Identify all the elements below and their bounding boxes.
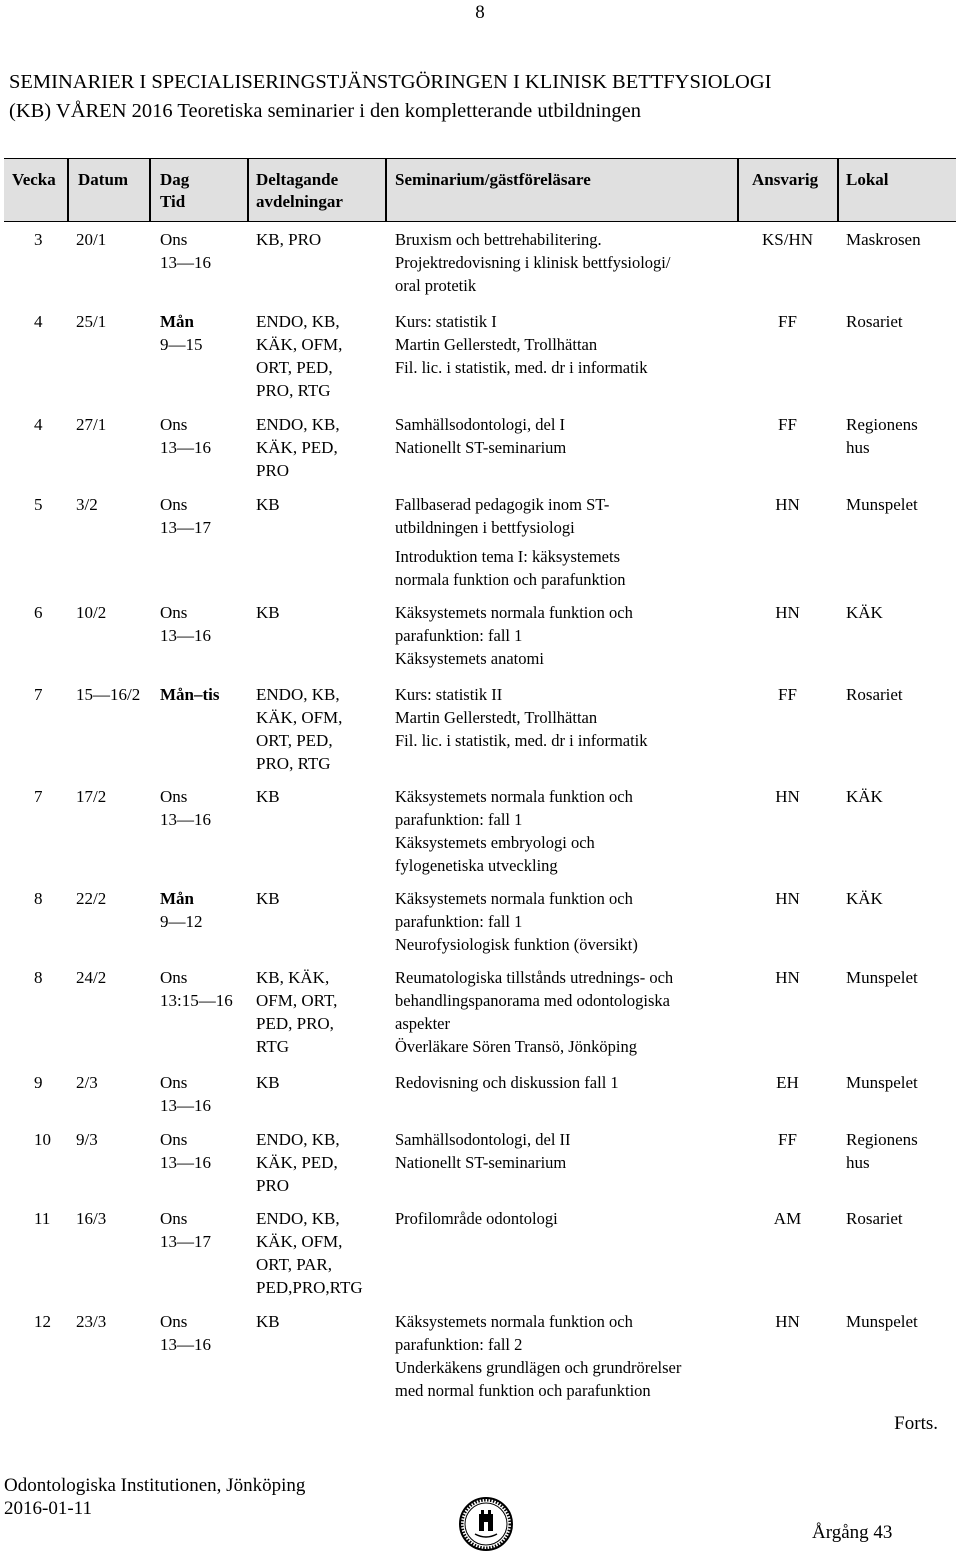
cell-dag-tid xyxy=(160,887,203,933)
deltagande-line: KB, KÄK, xyxy=(256,968,330,987)
cell-dag-tid xyxy=(160,785,211,831)
cell-datum: 15—16/2 xyxy=(76,685,141,704)
cell-vecka: 7 xyxy=(34,787,43,806)
cell-tid: 13:15—16 xyxy=(160,991,233,1010)
header-divider xyxy=(67,159,69,221)
cell-datum: 22/2 xyxy=(76,889,107,908)
cell-datum: 3/2 xyxy=(76,495,98,514)
cell-ansvarig: FF xyxy=(778,415,797,434)
cell-datum: 2/3 xyxy=(76,1073,98,1092)
cell-datum: 27/1 xyxy=(76,415,107,434)
seminarium-line: Samhällsodontologi, del II xyxy=(395,1130,571,1149)
cell-seminarium xyxy=(395,310,648,379)
cell-dag: Ons xyxy=(160,787,188,806)
cell-vecka: 7 xyxy=(34,685,43,704)
cell-datum: 9/3 xyxy=(76,1130,98,1149)
seminarium-line: Underkäkens grundlägen och grundrörelser xyxy=(395,1358,682,1377)
lokal-line: Munspelet xyxy=(846,495,918,514)
cell-tid: 13—17 xyxy=(160,518,211,537)
year-label: Årgång 43 xyxy=(812,1522,893,1543)
seminarium-line: Samhällsodontologi, del I xyxy=(395,415,566,434)
seminarium-line: Käksystemets normala funktion och xyxy=(395,1312,633,1331)
cell-lokal xyxy=(846,1207,903,1230)
deltagande-line: PED,PRO,RTG xyxy=(256,1278,363,1297)
deltagande-line: PRO, RTG xyxy=(256,381,331,400)
header-divider xyxy=(247,159,249,221)
footer xyxy=(4,1474,305,1520)
cell-lokal xyxy=(846,413,918,459)
deltagande-line: ORT, PED, xyxy=(256,731,333,750)
cell-seminarium xyxy=(395,413,566,459)
header-dag: Dag xyxy=(160,170,190,189)
lokal-line: Regionens xyxy=(846,415,918,434)
cell-ansvarig: HN xyxy=(775,787,800,806)
cell-dag: Ons xyxy=(160,1130,188,1149)
seminarium-line: Introduktion tema I: käksystemets xyxy=(395,547,620,566)
cell-seminarium xyxy=(395,601,633,670)
cell-seminarium xyxy=(395,1310,681,1402)
title-line-2: (KB) VÅREN 2016 Teoretiska seminarier i den kompletterande utbildningen xyxy=(9,100,642,122)
cell-seminarium xyxy=(395,228,670,297)
header-divider xyxy=(737,159,739,221)
cell-vecka: 10 xyxy=(34,1130,51,1149)
deltagande-line: ENDO, KB, xyxy=(256,415,340,434)
seminarium-line: Reumatologiska tillstånds utrednings- och xyxy=(395,968,674,987)
cell-vecka: 3 xyxy=(34,230,43,249)
cell-ansvarig: HN xyxy=(775,495,800,514)
cell-dag: Ons xyxy=(160,1312,188,1331)
seminarium-line: parafunktion: fall 1 xyxy=(395,626,523,645)
cell-lokal xyxy=(846,228,921,251)
cell-dag-tid xyxy=(160,683,220,706)
cell-tid: 13—16 xyxy=(160,1335,211,1354)
seminarium-line: fylogenetiska utveckling xyxy=(395,856,558,875)
cell-deltagande xyxy=(256,683,342,775)
table-header xyxy=(4,158,956,222)
seminarium-line: Käksystemets anatomi xyxy=(395,649,544,668)
deltagande-line: KB xyxy=(256,495,280,514)
seminarium-line: Kurs: statistik I xyxy=(395,312,497,331)
cell-deltagande xyxy=(256,1310,280,1333)
cell-dag-tid xyxy=(160,1207,211,1253)
cell-vecka: 4 xyxy=(34,415,43,434)
seminarium-line: Neurofysiologisk funktion (översikt) xyxy=(395,935,638,954)
cell-tid: 9—15 xyxy=(160,335,203,354)
deltagande-line: KB xyxy=(256,603,280,622)
cell-lokal xyxy=(846,310,903,333)
deltagande-line: ENDO, KB, xyxy=(256,1209,340,1228)
cell-deltagande xyxy=(256,493,280,516)
deltagande-line: ORT, PAR, xyxy=(256,1255,332,1274)
header-deltagande-line2: avdelningar xyxy=(256,192,343,211)
seminarium-line: med normal funktion och parafunktion xyxy=(395,1381,651,1400)
cell-lokal xyxy=(846,683,903,706)
seminarium-line: Redovisning och diskussion fall 1 xyxy=(395,1073,619,1092)
cell-tid: 13—16 xyxy=(160,810,211,829)
cell-ansvarig: AM xyxy=(773,1209,802,1228)
cell-datum: 16/3 xyxy=(76,1209,107,1228)
footer-institution: Odontologiska Institutionen, Jönköping xyxy=(4,1475,306,1496)
deltagande-line: KB xyxy=(256,787,280,806)
header-deltagande xyxy=(256,169,343,213)
seminarium-line: Projektredovisning i klinisk bettfysiologi/ xyxy=(395,253,671,272)
cell-dag-tid xyxy=(160,413,211,459)
cell-dag-tid xyxy=(160,1071,211,1117)
cell-tid: 9—12 xyxy=(160,912,203,931)
header-deltagande-line1: Deltagande xyxy=(256,170,339,189)
cell-lokal xyxy=(846,887,883,910)
cell-dag: Ons xyxy=(160,1209,188,1228)
seminarium-line: utbildningen i bettfysiologi xyxy=(395,518,575,537)
cell-dag-tid xyxy=(160,228,211,274)
deltagande-line: PED, PRO, xyxy=(256,1014,334,1033)
lokal-line: Munspelet xyxy=(846,1073,918,1092)
cell-seminarium xyxy=(395,493,625,591)
footer-date: 2016-01-11 xyxy=(4,1498,92,1519)
cell-tid: 13—16 xyxy=(160,438,211,457)
deltagande-line: KB, PRO xyxy=(256,230,322,249)
cell-dag: Ons xyxy=(160,415,188,434)
seminarium-line: Fil. lic. i statistik, med. dr i informatik xyxy=(395,358,648,377)
university-seal-icon xyxy=(458,1496,514,1552)
deltagande-line: KÄK, OFM, xyxy=(256,335,343,354)
cell-datum: 10/2 xyxy=(76,603,107,622)
lokal-line: hus xyxy=(846,438,870,457)
deltagande-line: ENDO, KB, xyxy=(256,312,340,331)
cell-dag: Ons xyxy=(160,968,188,987)
cell-datum: 17/2 xyxy=(76,787,107,806)
document-title xyxy=(9,68,949,126)
seminarium-line: Kurs: statistik II xyxy=(395,685,503,704)
lokal-line: Munspelet xyxy=(846,1312,918,1331)
lokal-line: KÄK xyxy=(846,787,883,806)
deltagande-line: KÄK, PED, xyxy=(256,438,338,457)
cell-seminarium xyxy=(395,785,633,877)
cell-ansvarig: HN xyxy=(775,603,800,622)
continued-label: Forts. xyxy=(894,1413,938,1434)
cell-deltagande xyxy=(256,966,337,1058)
deltagande-line: KÄK, OFM, xyxy=(256,1232,343,1251)
seminarium-line: Käksystemets normala funktion och xyxy=(395,603,633,622)
cell-dag-tid xyxy=(160,601,211,647)
lokal-line: KÄK xyxy=(846,889,883,908)
cell-dag: Ons xyxy=(160,603,188,622)
deltagande-line: PRO xyxy=(256,1176,290,1195)
lokal-line: Regionens xyxy=(846,1130,918,1149)
title-line-1: SEMINARIER I SPECIALISERINGSTJÄNSTGÖRINGEN I KLINISK BETTFYSIOLOGI xyxy=(9,71,772,93)
cell-seminarium xyxy=(395,1071,619,1094)
cell-datum: 24/2 xyxy=(76,968,107,987)
cell-tid: 13—17 xyxy=(160,1232,211,1251)
cell-seminarium xyxy=(395,1128,571,1174)
cell-tid: 13—16 xyxy=(160,253,211,272)
cell-deltagande xyxy=(256,1207,363,1299)
seminarium-line: Käksystemets embryologi och xyxy=(395,833,595,852)
cell-vecka: 12 xyxy=(34,1312,51,1331)
seminarium-line: Bruxism och bettrehabilitering. xyxy=(395,230,602,249)
seminarium-line: Överläkare Sören Transö, Jönköping xyxy=(395,1037,637,1056)
lokal-line: Rosariet xyxy=(846,312,903,331)
seminarium-line: Nationellt ST-seminarium xyxy=(395,1153,567,1172)
cell-deltagande xyxy=(256,413,340,482)
cell-lokal xyxy=(846,785,883,808)
seminarium-line: oral protetik xyxy=(395,276,477,295)
seminarium-line: Käksystemets normala funktion och xyxy=(395,787,633,806)
cell-dag-tid xyxy=(160,493,211,539)
cell-datum: 25/1 xyxy=(76,312,107,331)
seminarium-line: Käksystemets normala funktion och xyxy=(395,889,633,908)
cell-dag: Mån xyxy=(160,312,194,331)
cell-ansvarig: HN xyxy=(775,1312,800,1331)
cell-deltagande xyxy=(256,785,280,808)
cell-tid: 13—16 xyxy=(160,1153,211,1172)
cell-dag-tid xyxy=(160,966,233,1012)
cell-seminarium xyxy=(395,966,673,1058)
cell-dag-tid xyxy=(160,1128,211,1174)
cell-vecka: 5 xyxy=(34,495,43,514)
cell-lokal xyxy=(846,1128,918,1174)
cell-datum: 20/1 xyxy=(76,230,107,249)
deltagande-line: ENDO, KB, xyxy=(256,685,340,704)
cell-deltagande xyxy=(256,601,280,624)
deltagande-line: KB xyxy=(256,1312,280,1331)
header-seminarium: Seminarium/gästföreläsare xyxy=(395,170,591,189)
header-divider xyxy=(837,159,839,221)
lokal-line: KÄK xyxy=(846,603,883,622)
deltagande-line: KÄK, PED, xyxy=(256,1153,338,1172)
cell-deltagande xyxy=(256,1128,340,1197)
lokal-line: Munspelet xyxy=(846,968,918,987)
cell-vecka: 11 xyxy=(34,1209,51,1228)
seminarium-line: Martin Gellerstedt, Trollhättan xyxy=(395,708,598,727)
seminarium-line: Fil. lic. i statistik, med. dr i informatik xyxy=(395,731,648,750)
cell-tid: 13—16 xyxy=(160,1096,211,1115)
header-lokal: Lokal xyxy=(846,170,889,189)
cell-lokal xyxy=(846,966,918,989)
seminarium-line: Profilområde odontologi xyxy=(395,1209,558,1228)
cell-dag: Ons xyxy=(160,230,188,249)
deltagande-line: RTG xyxy=(256,1037,289,1056)
cell-ansvarig: FF xyxy=(778,312,797,331)
cell-seminarium xyxy=(395,887,638,956)
cell-lokal xyxy=(846,493,918,516)
lokal-line: Maskrosen xyxy=(846,230,921,249)
deltagande-line: PRO xyxy=(256,461,290,480)
deltagande-line: PRO, RTG xyxy=(256,754,331,773)
cell-ansvarig: FF xyxy=(778,1130,797,1149)
lokal-line: Rosariet xyxy=(846,1209,903,1228)
cell-vecka: 6 xyxy=(34,603,43,622)
cell-dag-tid xyxy=(160,1310,211,1356)
cell-vecka: 4 xyxy=(34,312,43,331)
header-divider xyxy=(385,159,387,221)
cell-dag: Mån–tis xyxy=(160,685,220,704)
cell-deltagande xyxy=(256,228,321,251)
seminarium-line: Martin Gellerstedt, Trollhättan xyxy=(395,335,598,354)
seminarium-line: parafunktion: fall 1 xyxy=(395,912,523,931)
header-datum: Datum xyxy=(78,170,129,189)
deltagande-line: KB xyxy=(256,1073,280,1092)
cell-deltagande xyxy=(256,887,280,910)
cell-dag: Ons xyxy=(160,1073,188,1092)
cell-dag: Mån xyxy=(160,889,194,908)
cell-ansvarig: HN xyxy=(775,889,800,908)
cell-ansvarig: KS/HN xyxy=(761,230,813,249)
page-number: 8 xyxy=(475,2,485,23)
header-vecka: Vecka xyxy=(12,170,56,189)
cell-tid: 13—16 xyxy=(160,626,211,645)
cell-vecka: 8 xyxy=(34,968,43,987)
cell-dag-tid xyxy=(160,310,203,356)
seminarium-line: normala funktion och parafunktion xyxy=(395,570,626,589)
cell-vecka: 8 xyxy=(34,889,43,908)
cell-dag: Ons xyxy=(160,495,188,514)
cell-ansvarig: HN xyxy=(775,968,800,987)
deltagande-line: KB xyxy=(256,889,280,908)
header-ansvarig: Ansvarig xyxy=(752,170,819,189)
deltagande-line: ORT, PED, xyxy=(256,358,333,377)
cell-vecka: 9 xyxy=(34,1073,43,1092)
cell-ansvarig: EH xyxy=(776,1073,799,1092)
lokal-line: Rosariet xyxy=(846,685,903,704)
cell-ansvarig: FF xyxy=(778,685,797,704)
seminarium-line: Fallbaserad pedagogik inom ST- xyxy=(395,495,610,514)
cell-seminarium xyxy=(395,683,648,752)
deltagande-line: ENDO, KB, xyxy=(256,1130,340,1149)
header-dag-tid xyxy=(160,169,189,213)
header-tid: Tid xyxy=(160,192,186,211)
seminarium-line: Nationellt ST-seminarium xyxy=(395,438,567,457)
deltagande-line: KÄK, OFM, xyxy=(256,708,343,727)
cell-lokal xyxy=(846,1310,918,1333)
header-divider xyxy=(149,159,151,221)
cell-lokal xyxy=(846,1071,918,1094)
cell-deltagande xyxy=(256,1071,280,1094)
cell-lokal xyxy=(846,601,883,624)
seminarium-line: aspekter xyxy=(395,1014,450,1033)
seminarium-line: parafunktion: fall 1 xyxy=(395,810,523,829)
seminarium-line: behandlingspanorama med odontologiska xyxy=(395,991,670,1010)
cell-deltagande xyxy=(256,310,342,402)
seminarium-line: parafunktion: fall 2 xyxy=(395,1335,523,1354)
lokal-line: hus xyxy=(846,1153,870,1172)
deltagande-line: OFM, ORT, xyxy=(256,991,338,1010)
cell-seminarium xyxy=(395,1207,558,1230)
cell-datum: 23/3 xyxy=(76,1312,107,1331)
